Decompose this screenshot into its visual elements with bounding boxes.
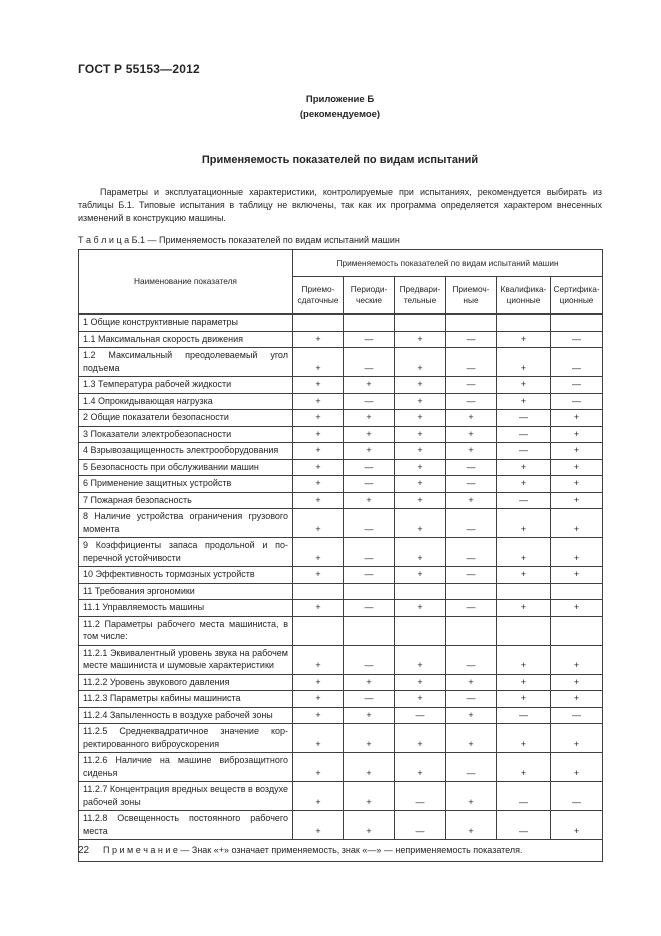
row-applicability-value: —	[446, 691, 497, 708]
row-applicability-value	[446, 314, 497, 331]
row-indicator-name: 1.1 Максимальная скорость движения	[79, 331, 293, 348]
row-applicability-value: +	[395, 691, 446, 708]
table-note: П р и м е ч а н и е — Знак «+» означает применяемость, знак «—» — неприменяемость показателя.	[79, 840, 603, 862]
row-applicability-value: +	[395, 724, 446, 753]
row-indicator-name: 1.3 Температура рабочей жидкости	[79, 377, 293, 394]
table-row	[79, 410, 603, 427]
row-applicability-value: —	[344, 476, 395, 493]
row-indicator-name: 11.2.4 Запыленность в воздухе рабочей зоны	[79, 707, 293, 724]
row-applicability-value: +	[497, 691, 551, 708]
row-applicability-value: —	[446, 331, 497, 348]
row-applicability-value: +	[293, 724, 344, 753]
row-applicability-value: +	[395, 331, 446, 348]
row-applicability-value: +	[344, 782, 395, 811]
table-row	[79, 314, 603, 331]
row-applicability-value: +	[395, 443, 446, 460]
row-applicability-value: +	[497, 600, 551, 617]
row-applicability-value: +	[293, 509, 344, 538]
row-applicability-value: +	[293, 476, 344, 493]
row-applicability-value: +	[344, 410, 395, 427]
table-row	[79, 492, 603, 509]
row-applicability-value: +	[395, 753, 446, 782]
row-applicability-value: +	[293, 538, 344, 567]
row-applicability-value: +	[293, 753, 344, 782]
table-row	[79, 691, 603, 708]
row-applicability-value	[344, 616, 395, 645]
table-row	[79, 645, 603, 674]
row-applicability-value: —	[446, 476, 497, 493]
row-applicability-value: +	[446, 782, 497, 811]
applicability-table	[78, 249, 603, 862]
row-applicability-value: —	[395, 707, 446, 724]
row-applicability-value: +	[551, 691, 603, 708]
row-applicability-value: +	[293, 782, 344, 811]
row-applicability-value	[497, 583, 551, 600]
row-applicability-value	[551, 616, 603, 645]
page-content	[78, 62, 602, 862]
row-indicator-name: 2 Общие показатели безопасности	[79, 410, 293, 427]
row-indicator-name: 6 Применение защитных устройств	[79, 476, 293, 493]
row-applicability-value	[497, 616, 551, 645]
table-row	[79, 538, 603, 567]
row-applicability-value: +	[344, 724, 395, 753]
row-applicability-value: —	[497, 410, 551, 427]
row-applicability-value: +	[446, 410, 497, 427]
row-applicability-value: —	[497, 782, 551, 811]
row-applicability-value: +	[395, 567, 446, 584]
row-applicability-value: —	[344, 509, 395, 538]
row-applicability-value: —	[344, 348, 395, 377]
intro-paragraph: Параметры и эксплуатационные характеристики, контролируемые при испытаниях, рекомендуется выбирать из таблицы Б.1. Типовые испытания в таблицу не включены, так как их программа определяется характером внесенных изменений в конструкцию машины.	[78, 187, 602, 223]
row-applicability-value: +	[551, 476, 603, 493]
row-applicability-value: —	[446, 393, 497, 410]
row-applicability-value: —	[551, 393, 603, 410]
row-applicability-value: +	[551, 811, 603, 840]
row-indicator-name: 11.2 Параметры рабочего места машиниста, в том числе:	[79, 616, 293, 645]
row-indicator-name: 3 Показатели электробезопасности	[79, 426, 293, 443]
row-applicability-value: —	[446, 753, 497, 782]
row-applicability-value: +	[551, 443, 603, 460]
col-header-certification: Сертифика-ционные	[551, 277, 603, 315]
row-applicability-value: —	[446, 377, 497, 394]
row-applicability-value: +	[551, 724, 603, 753]
table-row	[79, 459, 603, 476]
row-applicability-value: +	[446, 724, 497, 753]
row-indicator-name: 8 Наличие устройства ограничения грузового момента	[79, 509, 293, 538]
table-row	[79, 348, 603, 377]
table-row	[79, 600, 603, 617]
row-applicability-value: +	[395, 410, 446, 427]
row-applicability-value: +	[551, 410, 603, 427]
row-applicability-value: +	[344, 443, 395, 460]
appendix-heading	[78, 92, 602, 122]
row-applicability-value: +	[497, 459, 551, 476]
row-indicator-name: 10 Эффективность тормозных устройств	[79, 567, 293, 584]
row-applicability-value: +	[395, 377, 446, 394]
row-applicability-value: +	[497, 538, 551, 567]
table-body	[79, 314, 603, 840]
row-applicability-value: +	[551, 538, 603, 567]
table-row	[79, 724, 603, 753]
page-number: 22	[78, 845, 90, 856]
row-applicability-value: +	[497, 393, 551, 410]
row-applicability-value: +	[293, 410, 344, 427]
table-row	[79, 443, 603, 460]
row-applicability-value: —	[344, 645, 395, 674]
row-applicability-value: +	[446, 707, 497, 724]
appendix-label: Приложение Б	[305, 94, 375, 105]
row-applicability-value: +	[344, 492, 395, 509]
row-applicability-value	[344, 314, 395, 331]
table-caption: Т а б л и ц а Б.1 — Применяемость показателей по видам испытаний машин	[78, 235, 400, 245]
page-title: Применяемость показателей по видам испытаний	[201, 154, 479, 166]
row-applicability-value: —	[551, 348, 603, 377]
row-applicability-value: +	[293, 600, 344, 617]
row-applicability-value: +	[344, 377, 395, 394]
row-applicability-value: +	[293, 348, 344, 377]
row-applicability-value: —	[344, 331, 395, 348]
row-indicator-name: 11.2.6 Наличие на машине виброзащитного сиденья	[79, 753, 293, 782]
row-applicability-value: +	[551, 492, 603, 509]
row-applicability-value	[293, 314, 344, 331]
row-applicability-value: +	[497, 331, 551, 348]
row-applicability-value: —	[344, 600, 395, 617]
row-applicability-value	[293, 616, 344, 645]
row-applicability-value: +	[293, 691, 344, 708]
row-applicability-value: —	[551, 377, 603, 394]
row-indicator-name: 9 Коэффициенты запаса продольной и поперечной устойчивости	[79, 538, 293, 567]
row-applicability-value: +	[497, 348, 551, 377]
row-indicator-name: 7 Пожарная безопасность	[79, 492, 293, 509]
row-indicator-name: 11.2.5 Среднеквадратичное значение корректированного виброускорения	[79, 724, 293, 753]
row-applicability-value: +	[497, 476, 551, 493]
row-applicability-value: +	[497, 674, 551, 691]
row-indicator-name: 4 Взрывозащищенность электрооборудования	[79, 443, 293, 460]
col-header-periodic: Периоди-ческие	[344, 277, 395, 315]
table-row	[79, 426, 603, 443]
col-header-name: Наименование показателя	[79, 250, 293, 315]
row-applicability-value: —	[446, 538, 497, 567]
row-applicability-value	[395, 583, 446, 600]
row-applicability-value: —	[446, 567, 497, 584]
row-applicability-value	[395, 314, 446, 331]
row-indicator-name: 11.1 Управляемость машины	[79, 600, 293, 617]
row-applicability-value: —	[497, 443, 551, 460]
row-indicator-name: 1.2 Максимальный преодолеваемый угол подъема	[79, 348, 293, 377]
row-applicability-value: +	[395, 674, 446, 691]
row-applicability-value: +	[293, 707, 344, 724]
row-applicability-value: +	[395, 600, 446, 617]
row-indicator-name: 11 Требования эргономики	[79, 583, 293, 600]
row-applicability-value: +	[446, 811, 497, 840]
row-indicator-name: 1 Общие конструктивные параметры	[79, 314, 293, 331]
row-applicability-value: —	[395, 782, 446, 811]
row-applicability-value: —	[344, 567, 395, 584]
row-applicability-value: —	[551, 782, 603, 811]
table-row	[79, 583, 603, 600]
col-header-qualification: Квалифика-ционные	[497, 277, 551, 315]
row-applicability-value: —	[551, 331, 603, 348]
row-applicability-value: +	[551, 645, 603, 674]
row-indicator-name: 11.2.7 Концентрация вредных веществ в воздухе рабочей зоны	[79, 782, 293, 811]
row-applicability-value: +	[293, 645, 344, 674]
row-applicability-value: +	[395, 645, 446, 674]
row-applicability-value: +	[293, 492, 344, 509]
table-row	[79, 377, 603, 394]
table-row	[79, 331, 603, 348]
row-applicability-value	[446, 583, 497, 600]
row-applicability-value: +	[497, 377, 551, 394]
row-applicability-value: +	[497, 509, 551, 538]
row-applicability-value: +	[293, 331, 344, 348]
row-indicator-name: 11.2.3 Параметры кабины машиниста	[79, 691, 293, 708]
row-applicability-value: +	[446, 674, 497, 691]
row-applicability-value: —	[446, 509, 497, 538]
table-row	[79, 674, 603, 691]
row-applicability-value: —	[497, 811, 551, 840]
group-header: Применяемость показателей по видам испытаний машин	[293, 250, 603, 277]
row-applicability-value: —	[497, 426, 551, 443]
row-applicability-value: +	[344, 707, 395, 724]
row-applicability-value: +	[497, 567, 551, 584]
row-applicability-value	[344, 583, 395, 600]
row-applicability-value: +	[344, 426, 395, 443]
table-row	[79, 393, 603, 410]
row-applicability-value: +	[293, 393, 344, 410]
table-row	[79, 782, 603, 811]
row-indicator-name: 11.2.1 Эквивалентный уровень звука на рабочем месте машиниста и шумовые характеристики	[79, 645, 293, 674]
row-applicability-value: —	[497, 707, 551, 724]
row-applicability-value: +	[293, 567, 344, 584]
row-applicability-value: +	[293, 426, 344, 443]
row-applicability-value: +	[497, 645, 551, 674]
row-applicability-value: +	[551, 509, 603, 538]
row-applicability-value	[551, 314, 603, 331]
row-applicability-value: +	[344, 753, 395, 782]
row-applicability-value: +	[551, 459, 603, 476]
row-applicability-value: +	[293, 459, 344, 476]
row-applicability-value	[446, 616, 497, 645]
row-applicability-value: +	[293, 377, 344, 394]
table-row	[79, 707, 603, 724]
row-applicability-value: +	[446, 426, 497, 443]
row-indicator-name: 5 Безопасность при обслуживании машин	[79, 459, 293, 476]
row-applicability-value: —	[446, 459, 497, 476]
col-header-preliminary: Предвари-тельные	[395, 277, 446, 315]
row-applicability-value: +	[395, 509, 446, 538]
row-applicability-value	[395, 616, 446, 645]
row-applicability-value: +	[446, 492, 497, 509]
row-applicability-value: +	[446, 443, 497, 460]
row-applicability-value: +	[344, 811, 395, 840]
row-indicator-name: 11.2.2 Уровень звукового давления	[79, 674, 293, 691]
row-applicability-value: —	[344, 393, 395, 410]
row-applicability-value	[497, 314, 551, 331]
table-row	[79, 567, 603, 584]
table-header	[79, 250, 603, 315]
row-applicability-value: +	[395, 476, 446, 493]
row-applicability-value: —	[551, 707, 603, 724]
row-applicability-value: +	[293, 674, 344, 691]
row-applicability-value	[551, 583, 603, 600]
row-applicability-value: +	[551, 426, 603, 443]
doc-number: ГОСТ Р 55153—2012	[78, 62, 200, 76]
row-applicability-value: +	[497, 753, 551, 782]
appendix-type: (рекомендуемое)	[299, 109, 381, 120]
col-header-acceptance: Приемо-сдаточные	[293, 277, 344, 315]
row-applicability-value: +	[344, 674, 395, 691]
row-applicability-value: —	[446, 645, 497, 674]
row-applicability-value: +	[293, 811, 344, 840]
row-applicability-value: +	[551, 753, 603, 782]
row-applicability-value: —	[446, 348, 497, 377]
row-applicability-value: —	[344, 459, 395, 476]
table-row	[79, 753, 603, 782]
row-applicability-value: —	[395, 811, 446, 840]
row-applicability-value: +	[395, 459, 446, 476]
col-header-approval: Приемоч-ные	[446, 277, 497, 315]
row-applicability-value: +	[551, 600, 603, 617]
row-indicator-name: 1.4 Опрокидывающая нагрузка	[79, 393, 293, 410]
row-applicability-value: +	[395, 538, 446, 567]
table-row	[79, 811, 603, 840]
note-row	[79, 840, 603, 862]
row-applicability-value	[293, 583, 344, 600]
row-applicability-value: +	[551, 567, 603, 584]
table-row	[79, 509, 603, 538]
row-applicability-value: +	[395, 492, 446, 509]
table-row	[79, 476, 603, 493]
table-row	[79, 616, 603, 645]
row-applicability-value: —	[344, 538, 395, 567]
row-applicability-value: +	[497, 724, 551, 753]
row-applicability-value: +	[395, 348, 446, 377]
row-indicator-name: 11.2.8 Освещенность постоянного рабочего места	[79, 811, 293, 840]
row-applicability-value: —	[446, 600, 497, 617]
row-applicability-value: +	[395, 393, 446, 410]
row-applicability-value: +	[293, 443, 344, 460]
row-applicability-value: —	[344, 691, 395, 708]
row-applicability-value: —	[497, 492, 551, 509]
row-applicability-value: +	[551, 674, 603, 691]
row-applicability-value: +	[395, 426, 446, 443]
